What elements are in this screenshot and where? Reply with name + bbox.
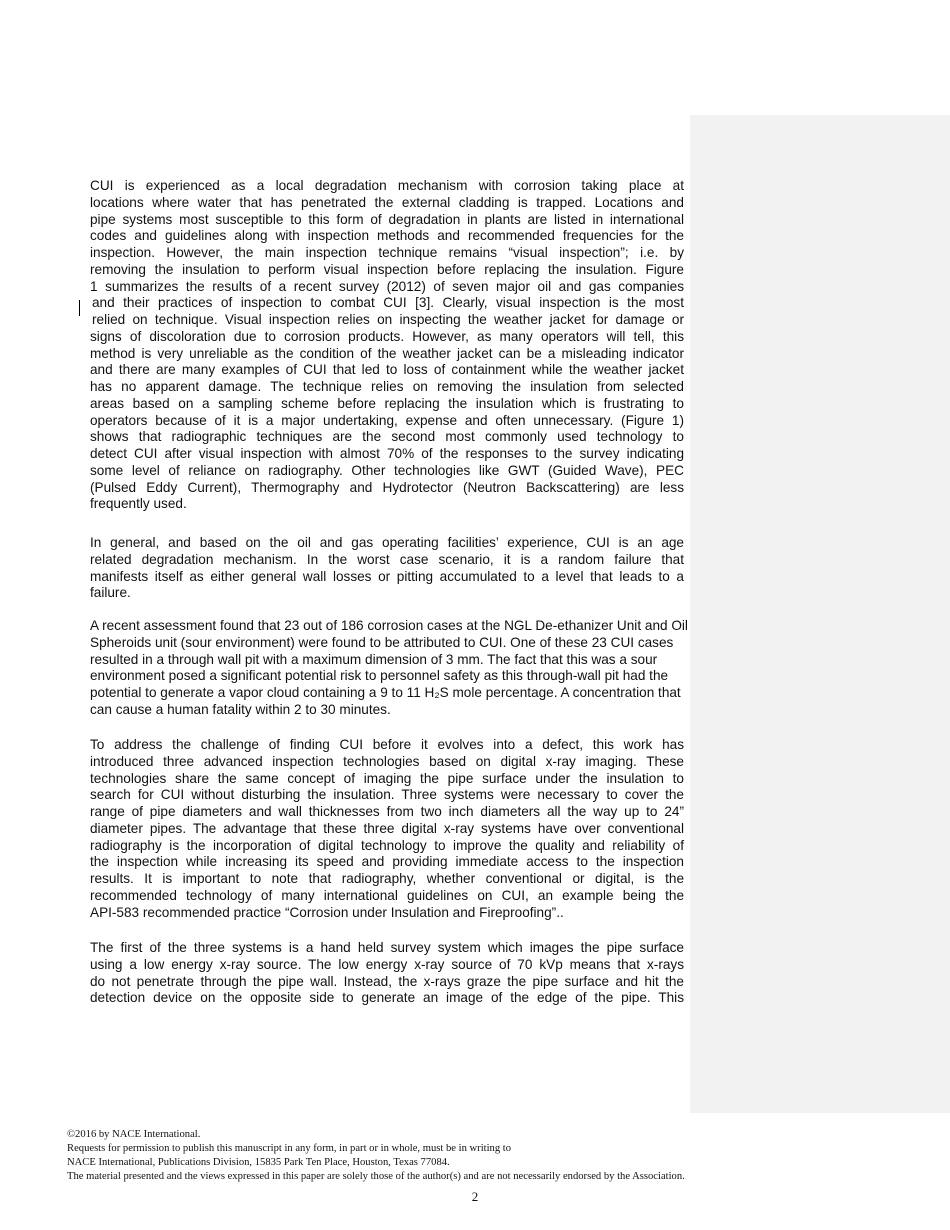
paragraph-hand-held-system (90, 940, 684, 1007)
text-line: codes and guidelines along with inspection methods and recommended frequencies for the (90, 228, 684, 244)
footer (67, 1128, 867, 1184)
revision-mark (79, 300, 80, 316)
paragraph-cui-overview (90, 178, 684, 513)
text-line: manifests itself as either general wall losses or pitting accumulated to a level that leads to a (90, 568, 684, 584)
text-line: operators because of it is a major undertaking, expense and often unnecessary. (Figure 1) (90, 412, 684, 428)
text-line: the inspection while increasing its speed and providing immediate access to the inspection (90, 854, 684, 870)
text-line: To address the challenge of finding CUI before it evolves into a defect, this work has (90, 737, 684, 752)
footer-disclaimer: The material presented and the views expressed in this paper are solely those of the author(s) and are not necessarily endorsed by the Association. (67, 1171, 685, 1182)
footer-copyright: ©2016 by NACE International. (67, 1129, 201, 1140)
text-line: The first of the three systems is a hand held survey system which images the pipe surface (90, 940, 684, 955)
text-line: introduced three advanced inspection technologies based on digital x-ray imaging. These (90, 753, 684, 769)
text-line: pipe systems most susceptible to this form of degradation in plants are listed in international (90, 211, 684, 227)
text-line: technologies share the same concept of imaging the pipe surface under the insulation to (90, 770, 684, 786)
text-line: (Pulsed Eddy Current), Thermography and Hydrotector (Neutron Backscattering) are less (90, 479, 684, 495)
text-line: diameter pipes. The advantage that these three digital x-ray systems have over conventional (90, 820, 684, 836)
text-line: signs of discoloration due to corrosion products. However, as many operators will tell, this (90, 328, 684, 344)
text-line: locations where water that has penetrated the external cladding is trapped. Locations and (90, 194, 684, 210)
text-line: Spheroids unit (sour environment) were found to be attributed to CUI. One of these 23 CUI cases (90, 634, 674, 650)
text-line: radiography is the incorporation of digital technology to improve the quality and reliability of (90, 837, 684, 853)
text-line: related degradation mechanism. In the worst case scenario, it is a random failure that (90, 551, 684, 567)
text-line: potential to generate a vapor cloud containing a 9 to 11 H₂S mole percentage. A concentration that (90, 685, 681, 700)
text-line: environment posed a significant potential risk to personnel safety as this through-wall pit had the (90, 668, 669, 684)
text-line: 1 summarizes the results of a recent survey (2012) of seven major oil and gas companies (90, 278, 684, 294)
text-line: using a low energy x-ray source. The low energy x-ray source of 70 kVp means that x-rays (90, 956, 684, 972)
paragraph-age-related (90, 535, 684, 602)
paragraph-assessment (90, 618, 733, 719)
text-line: removing the insulation to perform visual inspection before replacing the insulation. Figure (90, 261, 684, 277)
text-line: frequently used. (90, 496, 187, 512)
text-line: failure. (90, 585, 131, 601)
text-line: method is very unreliable as the condition of the weather jacket can be a misleading indicator (90, 345, 684, 361)
text-line: has no apparent damage. The technique relies on removing the insulation from selected (90, 379, 684, 394)
footer-permission: Requests for permission to publish this manuscript in any form, in part or in whole, must be in writing to (67, 1143, 512, 1154)
text-line: recommended technology of many international guidelines on CUI, an example being the (90, 887, 684, 903)
text-line: CUI is experienced as a local degradation mechanism with corrosion taking place at (90, 178, 684, 193)
comment-pane (690, 115, 950, 1113)
text-line: inspection. However, the main inspection technique remains “visual inspection”; i.e. by (90, 245, 684, 260)
footer-address: NACE International, Publications Division, 15835 Park Ten Place, Houston, Texas 77084. (67, 1157, 450, 1168)
text-line: range of pipe diameters and wall thicknesses from two inch diameters all the way up to 24” (90, 804, 684, 819)
text-line: can cause a human fatality within 2 to 30 minutes. (90, 701, 391, 717)
text-line: resulted in a through wall pit with a maximum dimension of 3 mm. The fact that this was a sour (90, 651, 658, 667)
text-line: search for CUI without disturbing the insulation. Three systems were necessary to cover the (90, 787, 684, 803)
text-line: do not penetrate through the pipe wall. Instead, the x-rays graze the pipe surface and hit the (90, 973, 684, 989)
text-line: shows that radiographic techniques are the second most commonly used technology to (90, 429, 684, 445)
text-line: results. It is important to note that radiography, whether conventional or digital, is the (90, 871, 684, 886)
page-number: 2 (471, 1189, 479, 1204)
text-line: relied on technique. Visual inspection relies on inspecting the weather jacket for damage or (92, 312, 684, 327)
text-line: In general, and based on the oil and gas operating facilities’ experience, CUI is an age (90, 535, 684, 550)
text-line: some level of reliance on radiography. Other technologies like GWT (Guided Wave), PEC (90, 462, 684, 478)
text-line: detection device on the opposite side to generate an image of the edge of the pipe. This (90, 990, 684, 1006)
text-line: areas based on a sampling scheme before replacing the insulation which is frustrating to (90, 395, 684, 411)
text-line: and their practices of inspection to combat CUI [3]. Clearly, visual inspection is the most (92, 295, 684, 311)
text-line: A recent assessment found that 23 out of 186 corrosion cases at the NGL De-ethanizer Unit and Oil (90, 618, 688, 633)
text-line: API-583 recommended practice “Corrosion under Insulation and Fireproofing”.. (90, 904, 564, 920)
text-line: detect CUI after visual inspection with almost 70% of the responses to the survey indicating (90, 446, 684, 461)
paragraph-digital-xray (90, 737, 684, 921)
text-line: and there are many examples of CUI that led to loss of containment while the weather jacket (90, 362, 684, 378)
